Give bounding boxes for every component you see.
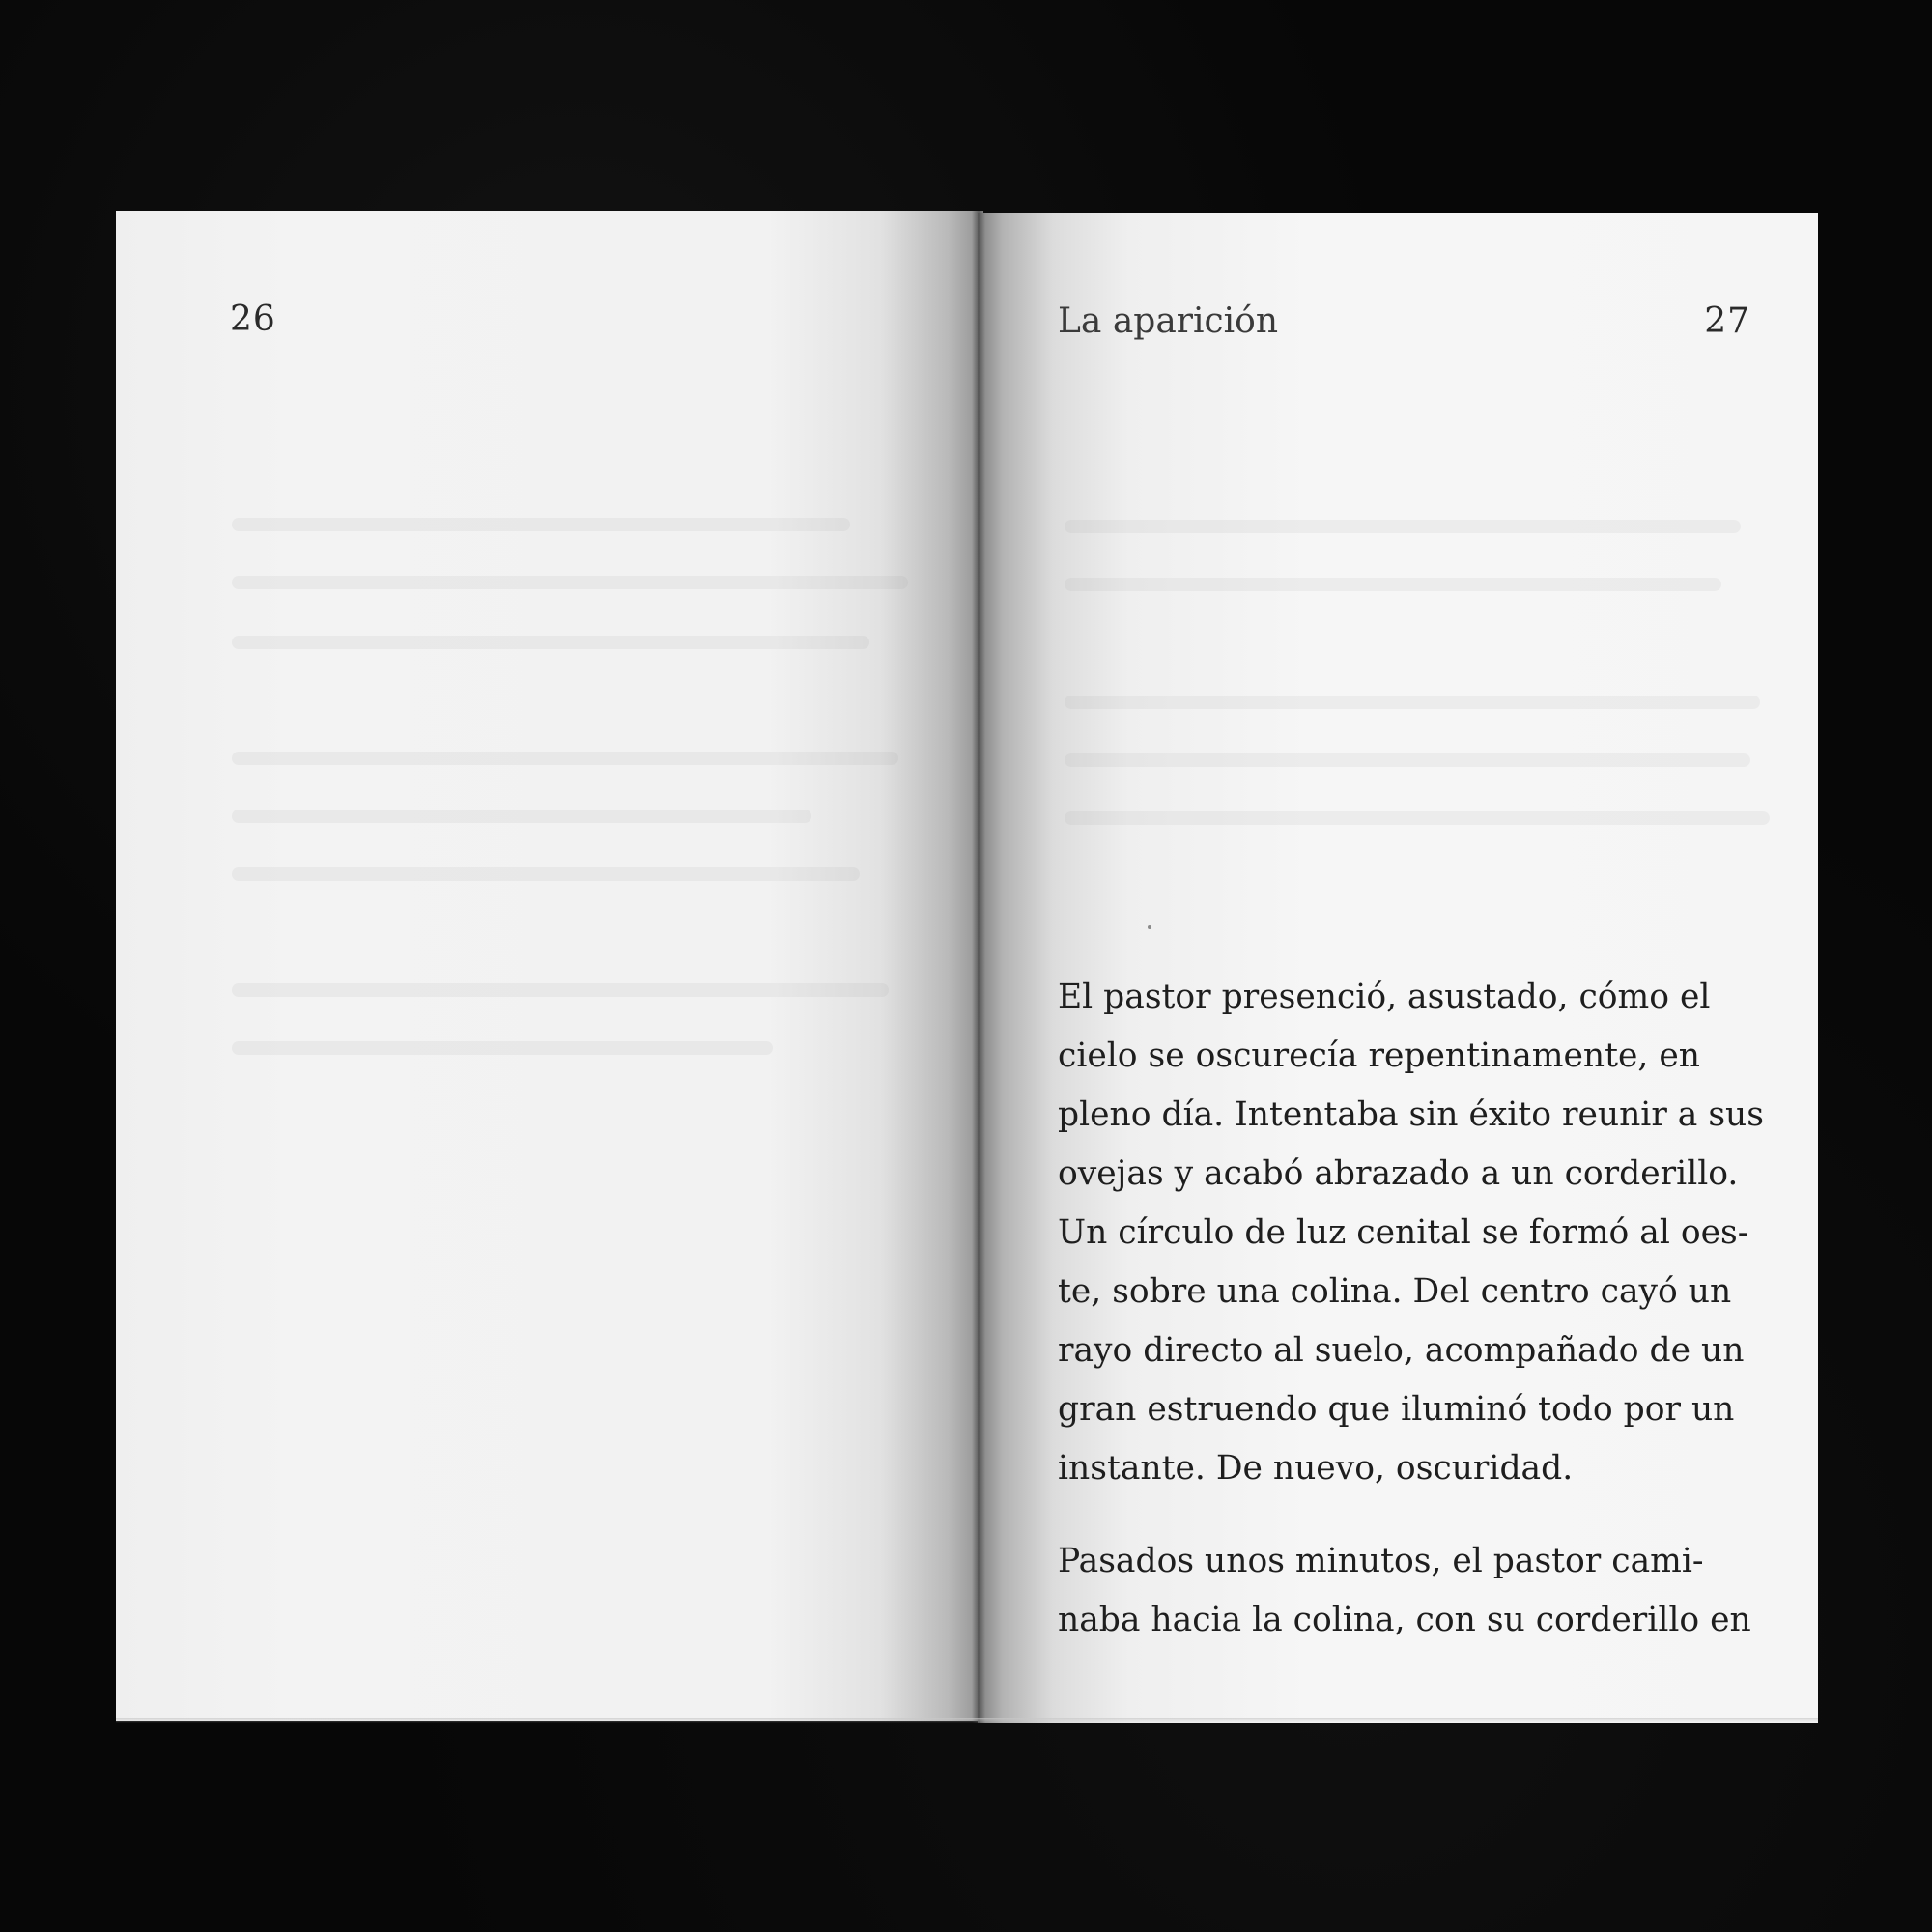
show-through-line: [232, 636, 869, 649]
paragraph-2: [1058, 1532, 1792, 1650]
text-line: ovejas y acabó abrazado a un corderillo.: [1058, 1154, 1739, 1193]
text-line: cielo se oscurecía repentinamente, en: [1058, 1037, 1700, 1075]
text-line: gran estruendo que iluminó todo por un: [1058, 1390, 1735, 1429]
book-gutter: [972, 211, 985, 1723]
show-through-line: [1065, 520, 1741, 533]
text-line: El pastor presenció, asustado, cómo el: [1058, 978, 1711, 1016]
show-through-line: [1065, 753, 1750, 767]
show-through-line: [232, 752, 898, 765]
page-bottom-edge: [116, 1718, 1818, 1723]
show-through-line: [232, 576, 908, 589]
show-through-line: [1065, 811, 1770, 825]
show-through-line: [1065, 578, 1721, 591]
text-line: te, sobre una colina. Del centro cayó un: [1058, 1272, 1732, 1311]
show-through-line: [232, 983, 889, 997]
text-line: naba hacia la colina, con su corderillo en: [1058, 1601, 1751, 1639]
text-line: Un círculo de luz cenital se formó al oes-: [1058, 1213, 1749, 1252]
text-line: Pasados unos minutos, el pastor cami-: [1058, 1542, 1704, 1580]
show-through-line: [232, 810, 811, 823]
show-through-line: [232, 867, 860, 881]
page-number-left: 26: [230, 299, 276, 339]
text-line: pleno día. Intentaba sin éxito reunir a sus: [1058, 1095, 1764, 1134]
right-page: [978, 213, 1818, 1723]
page-number-right: 27: [1704, 301, 1750, 341]
show-through-line: [232, 1041, 773, 1055]
running-head: La aparición: [1058, 301, 1279, 341]
show-through-line: [232, 518, 850, 531]
paragraph-1: [1058, 968, 1792, 1498]
open-book: [116, 211, 1818, 1721]
text-line: rayo directo al suelo, acompañado de un: [1058, 1331, 1745, 1370]
left-page: [116, 211, 983, 1721]
paper-speck: [1148, 925, 1151, 929]
show-through-line: [1065, 696, 1760, 709]
text-line: instante. De nuevo, oscuridad.: [1058, 1449, 1574, 1488]
